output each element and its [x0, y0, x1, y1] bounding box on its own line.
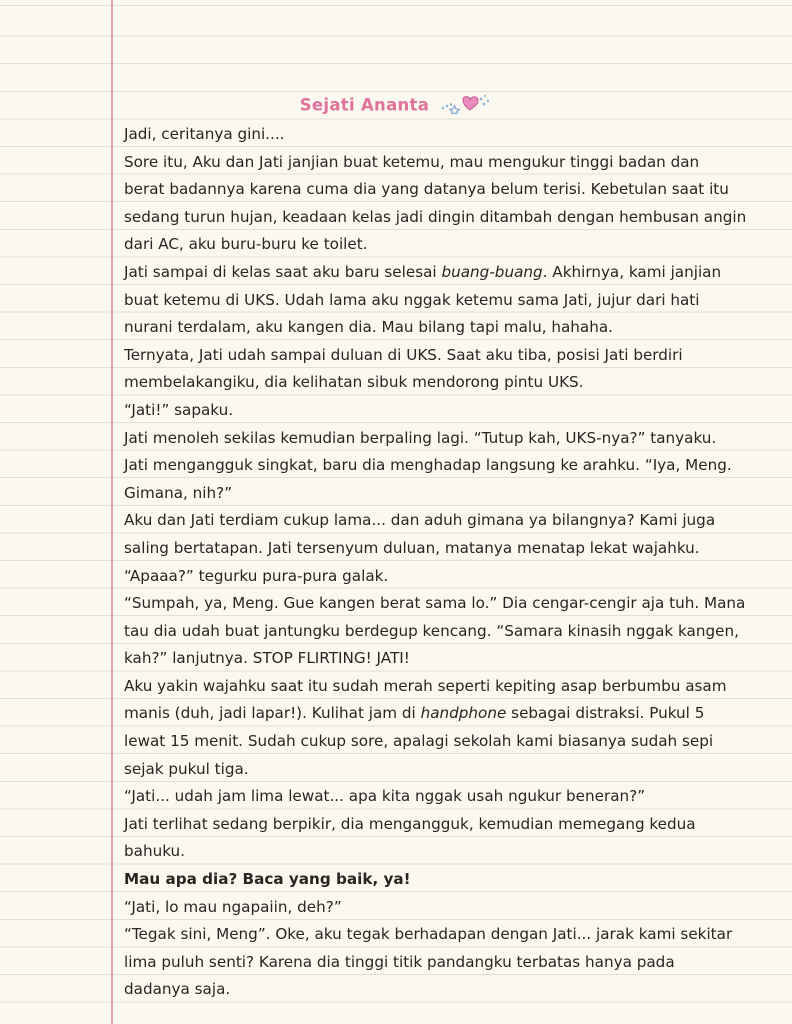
text-segment: dari AC, aku buru-buru ke toilet.: [124, 235, 368, 254]
text-line: [124, 783, 774, 811]
italic-text: handphone: [420, 704, 507, 723]
text-line: [124, 314, 774, 342]
text-line: [124, 921, 774, 949]
text-line: [124, 342, 774, 370]
text-line: [124, 121, 774, 149]
text-segment: buat ketemu di UKS. Udah lama aku nggak ketemu sama Jati, jujur dari hati: [124, 290, 700, 309]
text-line: [124, 425, 774, 453]
text-segment: bahuku.: [124, 842, 185, 861]
text-line: [124, 838, 774, 866]
story-text: [124, 121, 774, 1004]
text-segment: “Jati, lo mau ngapaiin, deh?”: [124, 897, 342, 916]
text-segment: kah?” lanjutnya. STOP FLIRTING! JATI!: [124, 649, 410, 668]
text-segment: sebagai distraksi. Pukul 5: [506, 704, 705, 723]
text-line: [124, 756, 774, 784]
text-segment: Jadi, ceritanya gini....: [124, 125, 285, 143]
text-segment: sedang turun hujan, keadaan kelas jadi dingin ditambah dengan hembusan angin: [124, 207, 747, 226]
text-segment: Ternyata, Jati udah sampai duluan di UKS. Saat aku tiba, posisi Jati berdiri: [124, 345, 683, 364]
text-segment: berat badannya karena cuma dia yang datanya belum terisi. Kebetulan saat itu: [124, 180, 729, 199]
text-segment: Jati terlihat sedang berpikir, dia mengangguk, kemudian memegang kedua: [124, 814, 696, 833]
text-line: [124, 231, 774, 259]
text-segment: Aku yakin wajahku saat itu sudah merah seperti kepiting asap berbumbu asam: [124, 676, 727, 695]
text-segment: nurani terdalam, aku kangen dia. Mau bilang tapi malu, hahaha.: [124, 318, 614, 337]
text-segment: Aku dan Jati terdiam cukup lama... dan aduh gimana ya bilangnya? Kami juga: [124, 511, 716, 530]
text-segment: Jati sampai di kelas saat aku baru selesai: [124, 262, 442, 281]
text-line: [124, 866, 774, 894]
text-segment: Gimana, nih?”: [124, 483, 233, 502]
text-segment: Mau apa dia? Baca yang baik, ya!: [124, 870, 411, 889]
margin-line: [111, 0, 113, 1024]
text-segment: “Jati!” sapaku.: [124, 400, 234, 419]
text-segment: “Jati... udah jam lima lewat... apa kita nggak usah ngukur beneran?”: [124, 787, 646, 806]
text-line: [124, 204, 774, 232]
text-segment: dadanya saja.: [124, 980, 231, 999]
sparkle-heart-icon: [440, 92, 492, 118]
text-line: [124, 563, 774, 591]
text-line: [124, 259, 774, 287]
text-line: [124, 728, 774, 756]
text-line: [124, 700, 774, 728]
text-line: [124, 811, 774, 839]
text-line: [124, 149, 774, 177]
text-line: [124, 452, 774, 480]
text-segment: Sore itu, Aku dan Jati janjian buat ketemu, mau mengukur tinggi badan dan: [124, 152, 700, 171]
text-line: [124, 397, 774, 425]
text-segment: “Tegak sini, Meng”. Oke, aku tegak berhadapan dengan Jati... jarak kami sekitar: [124, 925, 733, 944]
text-line: [124, 369, 774, 397]
text-segment: Jati mengangguk singkat, baru dia menghadap langsung ke arahku. “Iya, Meng.: [124, 456, 732, 475]
text-line: [124, 176, 774, 204]
text-segment: tau dia udah buat jantungku berdegup kencang. “Samara kinasih nggak kangen,: [124, 621, 739, 640]
text-line: [124, 287, 774, 315]
text-segment: sejak pukul tiga.: [124, 759, 249, 778]
text-line: [124, 673, 774, 701]
text-line: [124, 894, 774, 922]
text-segment: manis (duh, jadi lapar!). Kulihat jam di: [124, 704, 421, 723]
text-line: [124, 507, 774, 535]
text-segment: “Apaaa?” tegurku pura-pura galak.: [124, 566, 389, 585]
text-line: [124, 590, 774, 618]
text-segment: lewat 15 menit. Sudah cukup sore, apalagi sekolah kami biasanya sudah sepi: [124, 732, 714, 751]
text-segment: membelakangiku, dia kelihatan sibuk mendorong pintu UKS.: [124, 373, 584, 392]
text-segment: saling bertatapan. Jati tersenyum duluan, matanya menatap lekat wajahku.: [124, 538, 700, 557]
text-segment: . Akhirnya, kami janjian: [542, 262, 722, 281]
text-segment: lima puluh senti? Karena dia tinggi titik pandangku terbatas hanya pada: [124, 952, 675, 971]
page-title: Sejati Ananta: [299, 95, 430, 115]
text-line: [124, 480, 774, 508]
text-segment: “Sumpah, ya, Meng. Gue kangen berat sama lo.” Dia cengar-cengir aja tuh. Mana: [124, 594, 746, 613]
text-line: [124, 949, 774, 977]
text-line: [124, 645, 774, 673]
text-line: [124, 976, 774, 1004]
text-line: [124, 618, 774, 646]
text-line: [124, 535, 774, 563]
text-segment: Jati menoleh sekilas kemudian berpaling lagi. “Tutup kah, UKS-nya?” tanyaku.: [124, 428, 717, 447]
title-bar: [0, 92, 792, 118]
italic-text: buang-buang: [441, 262, 543, 281]
